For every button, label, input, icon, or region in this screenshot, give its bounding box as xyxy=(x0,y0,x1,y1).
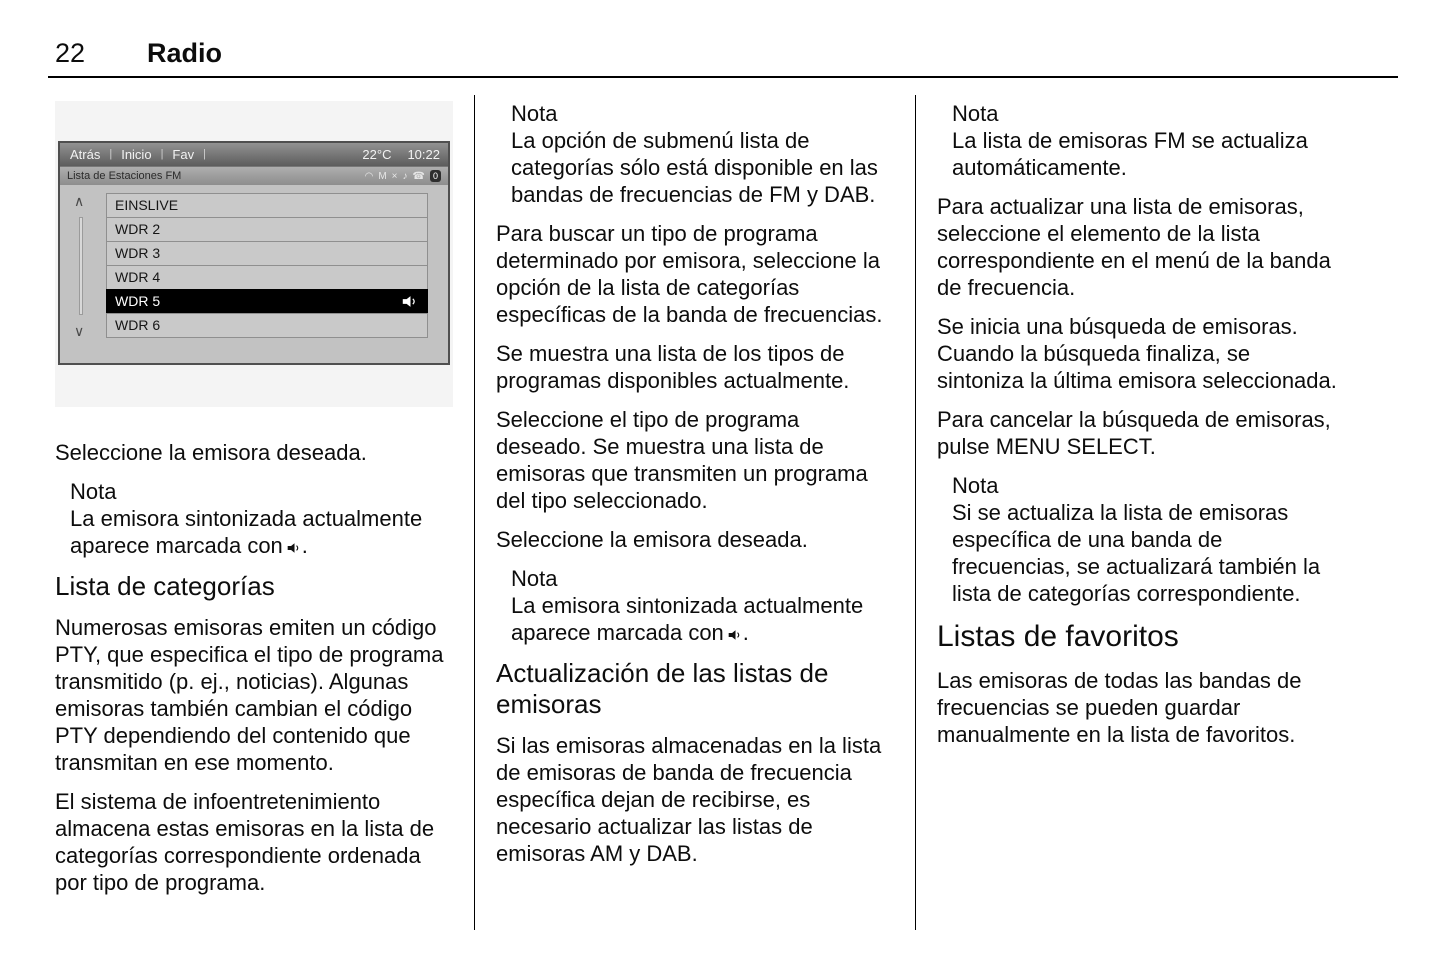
note-text: La opción de submenú lista de categorías sólo está disponible en las bandas de frecuencias de FM y DAB. xyxy=(511,128,878,207)
status-icons xyxy=(365,163,441,190)
home-button: Inicio xyxy=(121,147,152,162)
phone-icon: ☎ xyxy=(412,170,425,182)
station-row xyxy=(106,313,428,338)
note-block xyxy=(511,565,894,646)
status-badge: 0 xyxy=(430,170,441,182)
column-right xyxy=(937,95,1343,930)
mute-icon: ♪ xyxy=(402,170,408,182)
menu-separator: | xyxy=(160,148,164,160)
menu-separator: | xyxy=(109,148,113,160)
note-label: Nota xyxy=(952,101,999,126)
note-text xyxy=(511,592,894,646)
scrollbar-track xyxy=(79,217,83,315)
paragraph: Se inicia una búsqueda de emisoras. Cuando la búsqueda finaliza, se sintoniza la última emisora seleccionada. xyxy=(937,314,1337,393)
display-status-bar xyxy=(60,166,448,185)
note-label: Nota xyxy=(511,566,558,591)
paragraph: Se muestra una lista de los tipos de programas disponibles actualmente. xyxy=(496,341,850,393)
paragraph: Seleccione la emisora deseada. xyxy=(496,527,808,552)
paragraph: El sistema de infoentretenimiento almacena estas emisoras en la lista de categorías correspondiente ordenada por tipo de programa. xyxy=(55,789,435,895)
note-text-suffix: . xyxy=(742,620,749,645)
station-name: WDR 3 xyxy=(115,245,161,261)
note-text-suffix: . xyxy=(301,533,308,558)
speaker-icon xyxy=(287,542,302,554)
paragraph: Si las emisoras almacenadas en la lista de emisoras de banda de frecuencia específica dejan de recibirse, es necesario actualizar las listas de emisoras AM y DAB. xyxy=(496,733,882,866)
column-divider xyxy=(915,95,916,930)
station-row-active xyxy=(106,289,428,314)
column-divider xyxy=(474,95,475,930)
station-name: WDR 5 xyxy=(115,293,161,309)
paragraph: Para cancelar la búsqueda de emisoras, pulse MENU SELECT. xyxy=(937,407,1331,459)
station-list xyxy=(60,185,448,363)
paragraph: Numerosas emisoras emiten un código PTY, que especifica el tipo de programa transmitido (p. ej., noticias). Algunas emisoras también cambian el código PTY dependiendo del contenido que transmitan en ese momento. xyxy=(55,615,444,775)
signal-icon: ◠ xyxy=(364,170,374,182)
back-button: Atrás xyxy=(70,147,101,162)
note-label: Nota xyxy=(70,479,117,504)
section-heading-actualizacion: Actualización de las listas de emisoras xyxy=(496,658,829,719)
station-rows xyxy=(106,193,428,337)
content-columns xyxy=(55,95,1343,930)
paragraph: Seleccione la emisora deseada. xyxy=(55,440,367,465)
note-text xyxy=(70,505,453,559)
paragraph: Para actualizar una lista de emisoras, seleccione el elemento de la lista correspondiente en el menú de la banda de frecuencia. xyxy=(937,194,1331,300)
section-heading-favoritos: Listas de favoritos xyxy=(937,620,1179,653)
note-text-content: La emisora sintonizada actualmente aparece marcada con xyxy=(511,593,864,645)
station-name: EINSLIVE xyxy=(115,197,179,213)
station-row xyxy=(106,217,428,242)
note-text: La lista de emisoras FM se actualiza automáticamente. xyxy=(952,128,1308,180)
header-rule xyxy=(48,76,1398,78)
column-left xyxy=(55,95,453,930)
station-row xyxy=(106,193,428,218)
screen-title: Lista de Estaciones FM xyxy=(67,169,182,182)
note-label: Nota xyxy=(511,101,558,126)
station-name: WDR 2 xyxy=(115,221,161,237)
note-block xyxy=(511,100,894,208)
paragraph: Para buscar un tipo de programa determinado por emisora, seleccione la opción de la lista de categorías específicas de la banda de frecuencias. xyxy=(496,221,883,327)
clock-display: 10:22 xyxy=(407,147,440,162)
paragraph: Las emisoras de todas las bandas de frecuencias se pueden guardar manualmente en la lista de favoritos. xyxy=(937,668,1302,747)
radio-display-figure xyxy=(55,101,453,407)
note-block xyxy=(70,478,453,559)
station-row xyxy=(106,265,428,290)
scroll-down-icon: ∨ xyxy=(74,323,85,339)
scroll-gutter xyxy=(60,193,106,337)
page-header xyxy=(55,38,222,69)
radio-display xyxy=(58,141,450,365)
note-text-content: La emisora sintonizada actualmente aparece marcada con xyxy=(70,506,423,558)
column-middle xyxy=(496,95,894,930)
station-row xyxy=(106,241,428,266)
scroll-up-icon: ∧ xyxy=(74,193,85,209)
rds-icon: M xyxy=(378,170,387,182)
note-block xyxy=(952,100,1343,181)
chapter-title: Radio xyxy=(147,38,223,68)
fav-button: Fav xyxy=(172,147,195,162)
paragraph: Seleccione el tipo de programa deseado. Se muestra una lista de emisoras que transmiten un programa del tipo seleccionado. xyxy=(496,407,868,513)
note-text: Si se actualiza la lista de emisoras específica de una banda de frecuencias, se actualizará también la lista de categorías correspondiente. xyxy=(952,500,1321,606)
note-block xyxy=(952,472,1343,607)
shuffle-icon: × xyxy=(391,170,398,182)
speaker-icon xyxy=(728,629,743,641)
menu-separator: | xyxy=(203,148,206,160)
page-number: 22 xyxy=(55,38,86,68)
note-label: Nota xyxy=(952,473,999,498)
speaker-icon xyxy=(402,295,419,308)
section-heading-categorias: Lista de categorías xyxy=(55,571,275,601)
station-name: WDR 4 xyxy=(115,269,161,285)
station-name: WDR 6 xyxy=(115,317,161,333)
temperature-display: 22°C xyxy=(362,147,392,162)
